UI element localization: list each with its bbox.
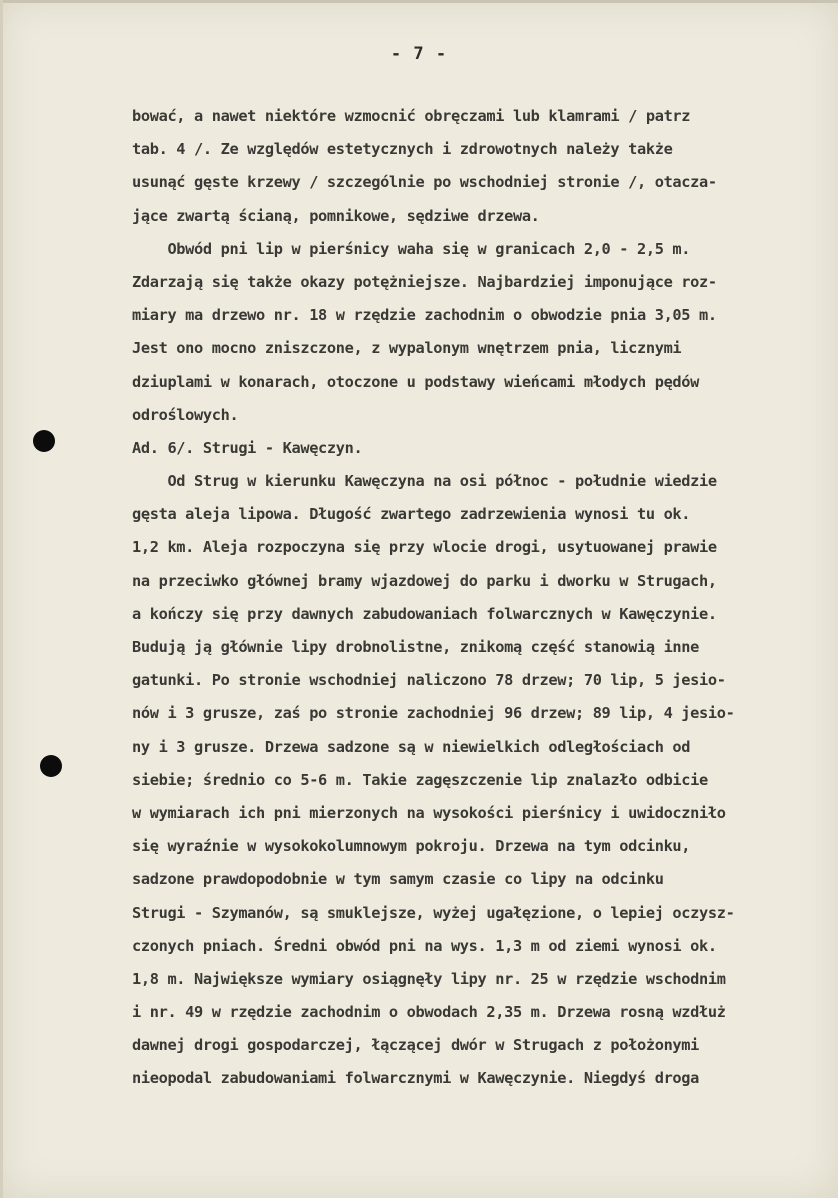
page-number: - 7 - bbox=[390, 44, 448, 64]
text-line: 1,8 m. Największe wymiary osiągnęły lipy nr. 25 w rzędzie wschodnim bbox=[132, 969, 726, 988]
body-text bbox=[132, 100, 822, 1096]
text-line: Jest ono mocno zniszczone, z wypalonym wnętrzem pnia, licznymi bbox=[132, 339, 682, 358]
page-edge-left bbox=[0, 0, 3, 1198]
text-line: Strugi - Szymanów, są smuklejsze, wyżej ugałęzione, o lepiej oczysz- bbox=[132, 903, 735, 922]
text-line: siebie; średnio co 5-6 m. Takie zagęszczenie lip znalazło odbicie bbox=[132, 770, 708, 789]
text-line: ny i 3 grusze. Drzewa sadzone są w niewielkich odległościach od bbox=[132, 737, 691, 756]
section-heading: Ad. 6/. Strugi - Kawęczyn. bbox=[132, 438, 363, 457]
text-line: Budują ją głównie lipy drobnolistne, znikomą część stanowią inne bbox=[132, 638, 700, 656]
text-line: w wymiarach ich pni mierzonych na wysokości pierśnicy i uwidoczniło bbox=[132, 803, 726, 822]
text-line: jące zwartą ścianą, pomnikowe, sędziwe drzewa. bbox=[132, 206, 540, 225]
text-line: 1,2 km. Aleja rozpoczyna się przy wlocie drogi, usytuowanej prawie bbox=[132, 538, 717, 557]
text-line: Zdarzają się także okazy potężniejsze. Najbardziej imponujące roz- bbox=[132, 272, 717, 291]
text-line: miary ma drzewo nr. 18 w rzędzie zachodnim o obwodzie pnia 3,05 m. bbox=[132, 306, 717, 325]
text-line: Obwód pni lip w pierśnicy waha się w granicach 2,0 - 2,5 m. bbox=[132, 239, 691, 258]
text-line: się wyraźnie w wysokokolumnowym pokroju. Drzewa na tym odcinku, bbox=[132, 837, 691, 856]
text-line: odroślowych. bbox=[132, 405, 239, 424]
text-line: tab. 4 /. Ze względów estetycznych i zdrowotnych należy także bbox=[132, 140, 673, 159]
text-line: Od Strug w kierunku Kawęczyna na osi północ - południe wiedzie bbox=[132, 472, 717, 491]
page-edge-top bbox=[0, 0, 838, 3]
punch-hole-top bbox=[33, 430, 55, 452]
text-line: dawnej drogi gospodarczej, łączącej dwór w Strugach z położonymi bbox=[132, 1036, 700, 1055]
text-line: dziuplami w konarach, otoczone u podstawy wieńcami młodych pędów bbox=[132, 372, 700, 391]
text-line: bować, a nawet niektóre wzmocnić obręczami lub klamrami / patrz bbox=[132, 107, 691, 125]
text-line: sadzone prawdopodobnie w tym samym czasie co lipy na odcinku bbox=[132, 870, 664, 889]
text-line: usunąć gęste krzewy / szczególnie po wschodniej stronie /, otacza- bbox=[132, 173, 717, 192]
punch-hole-bottom bbox=[40, 755, 62, 777]
text-line: gęsta aleja lipowa. Długość zwartego zadrzewienia wynosi tu ok. bbox=[132, 505, 691, 524]
text-line: i nr. 49 w rzędzie zachodnim o obwodach 2,35 m. Drzewa rosną wzdłuż bbox=[132, 1003, 726, 1022]
text-line: gatunki. Po stronie wschodniej naliczono 78 drzew; 70 lip, 5 jesio- bbox=[132, 671, 726, 690]
text-line: nieopodal zabudowaniami folwarcznymi w Kawęczynie. Niegdyś droga bbox=[132, 1069, 700, 1088]
text-line: na przeciwko głównej bramy wjazdowej do parku i dworku w Strugach, bbox=[132, 571, 717, 590]
text-line: a kończy się przy dawnych zabudowaniach folwarcznych w Kawęczynie. bbox=[132, 604, 717, 623]
text-line: czonych pniach. Średni obwód pni na wys. 1,3 m od ziemi wynosi ok. bbox=[132, 936, 717, 955]
text-line: nów i 3 grusze, zaś po stronie zachodniej 96 drzew; 89 lip, 4 jesio- bbox=[132, 704, 735, 723]
